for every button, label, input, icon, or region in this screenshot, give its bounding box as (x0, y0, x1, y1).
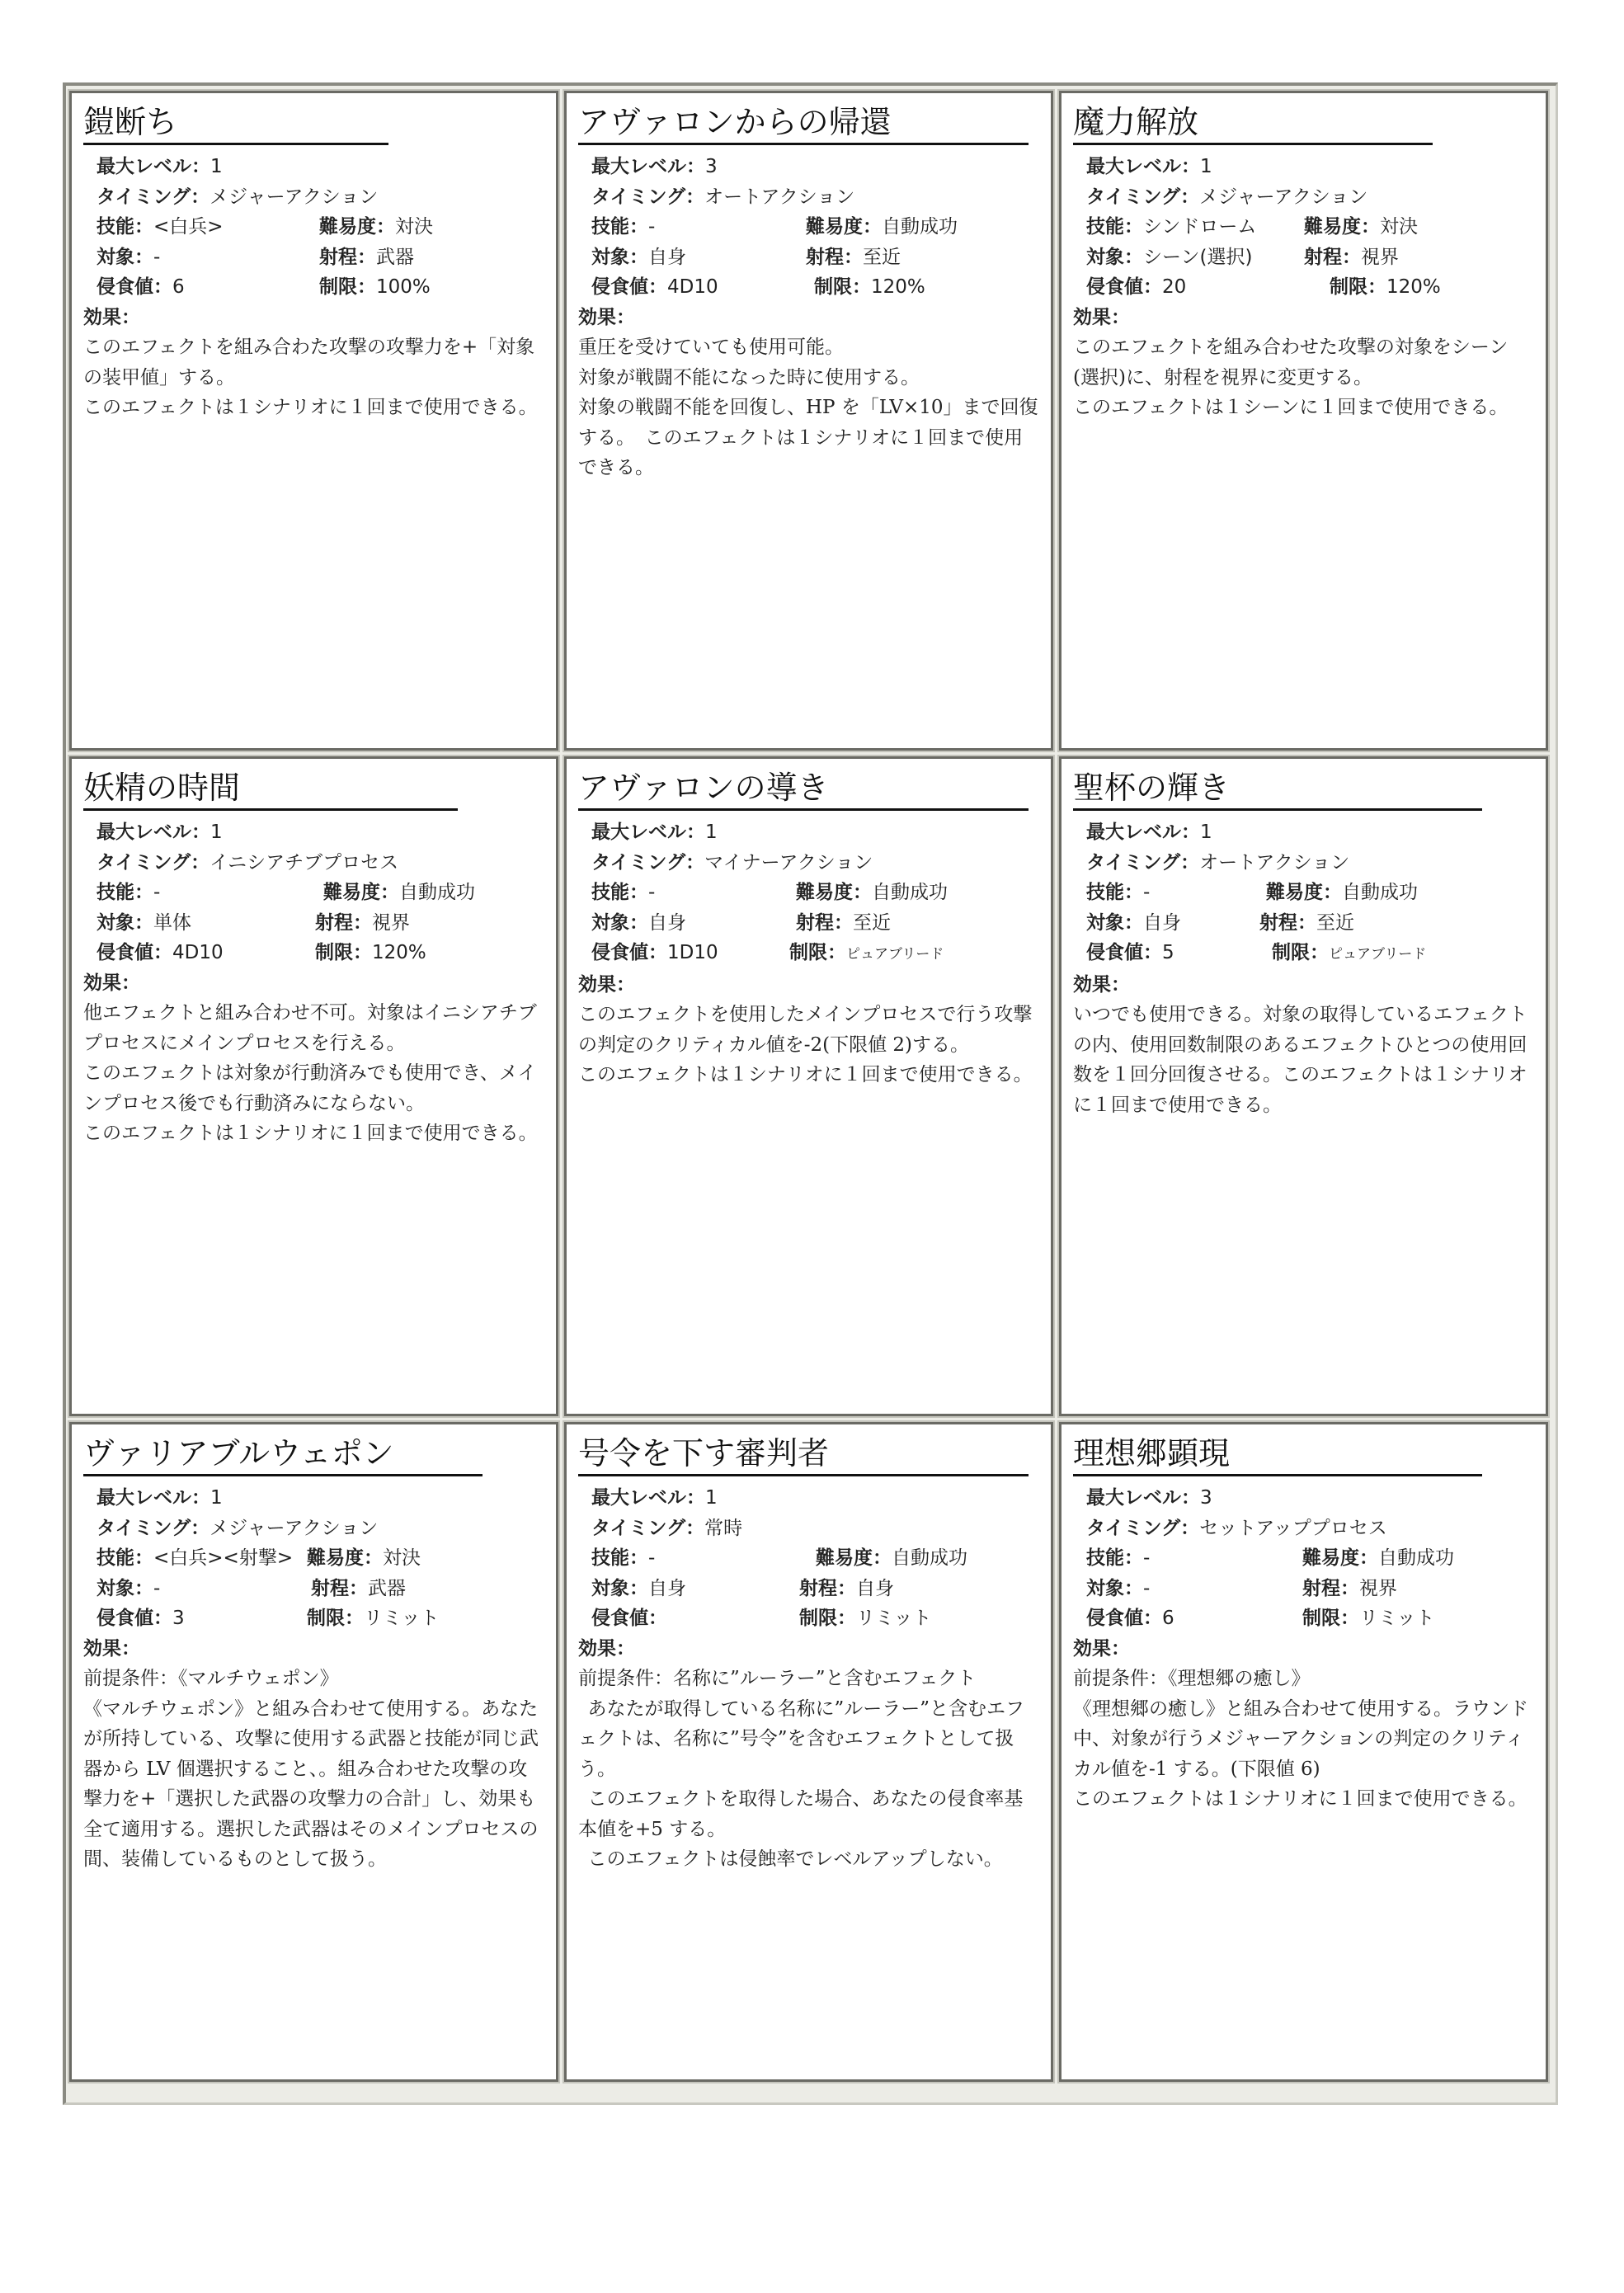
label-limit: 制限： (315, 942, 372, 963)
label-skill: 技能： (96, 1547, 153, 1569)
card-stats (578, 152, 1039, 303)
value-target: 自身 (648, 1577, 686, 1599)
label-target: 対象： (96, 246, 153, 268)
value-skill: <白兵><射撃> (153, 1547, 294, 1569)
label-target: 対象： (591, 911, 648, 934)
label-range: 射程： (796, 911, 853, 934)
effect-text (83, 332, 544, 423)
value-range: 視界 (1361, 246, 1399, 268)
value-difficulty: 自動成功 (882, 216, 958, 238)
label-target: 対象： (96, 1577, 153, 1599)
label-timing: タイミング： (1086, 186, 1200, 208)
value-range: 武器 (376, 246, 414, 268)
label-difficulty: 難易度： (1266, 882, 1342, 903)
value-timing: メジャーアクション (209, 186, 379, 208)
label-target: 対象： (1086, 911, 1143, 934)
label-erosion: 侵食値： (96, 1608, 172, 1629)
label-skill: 技能： (1086, 216, 1143, 238)
label-timing: タイミング： (591, 851, 705, 873)
label-max-level: 最大レベル： (591, 1487, 705, 1509)
label-range: 射程： (806, 246, 863, 268)
value-skill: - (648, 882, 656, 903)
value-skill: シンドローム (1143, 216, 1257, 238)
effect-text (578, 1664, 1039, 1875)
effect-line: 前提条件：《マルチウェポン》 (83, 1668, 339, 1689)
value-limit: ピュアブリード (1329, 946, 1427, 963)
effect-text (83, 1664, 544, 1875)
label-range: 射程： (1302, 1577, 1359, 1599)
card-title: 理想郷顕現 (1073, 1433, 1482, 1476)
label-erosion: 侵食値： (96, 276, 172, 298)
label-effect: 効果： (83, 1637, 140, 1660)
label-effect: 効果： (83, 306, 140, 328)
card-stats (83, 152, 544, 303)
label-skill: 技能： (591, 882, 648, 903)
value-erosion: 20 (1162, 276, 1187, 298)
effect-line: このエフェクトは１シナリオに１回まで使用できる。 (83, 397, 538, 418)
effect-line: このエフェクトは対象が行動済みでも使用でき、メインプロセス後でも行動済みにならない。 (83, 1062, 537, 1114)
label-erosion: 侵食値： (591, 276, 667, 298)
label-erosion: 侵食値： (96, 942, 172, 963)
label-effect: 効果： (83, 972, 140, 994)
effect-line: 対象が戦闘不能になった時に使用する。 (578, 366, 920, 388)
value-difficulty: 自動成功 (399, 882, 475, 903)
card-stats (1073, 152, 1534, 303)
label-erosion: 侵食値： (591, 942, 667, 963)
value-max-level: 1 (705, 822, 718, 843)
effect-line: 前提条件：名称に”ルーラー”と含むエフェクト (578, 1668, 977, 1689)
label-max-level: 最大レベル： (1086, 1487, 1200, 1509)
effect-card (564, 756, 1053, 1416)
value-erosion: 3 (172, 1608, 185, 1629)
effect-line: 《理想郷の癒し》と組み合わせて使用する。ラウンド中、対象が行うメジャーアクションの判定のクリティカル値を-1 する。(下限値 6) (1073, 1697, 1528, 1780)
effect-card (69, 91, 558, 751)
effect-card (564, 1422, 1053, 2082)
label-timing: タイミング： (591, 186, 705, 208)
label-max-level: 最大レベル： (1086, 822, 1200, 843)
value-timing: メジャーアクション (209, 1517, 379, 1539)
effect-line: このエフェクトを組み合わせた攻撃の対象をシーン(選択)に、射程を視界に変更する。 (1073, 337, 1509, 388)
value-range: 至近 (853, 911, 891, 934)
value-target: 単体 (153, 911, 191, 934)
card-title: アヴァロンからの帰還 (578, 101, 1029, 145)
label-limit: 制限： (814, 276, 871, 298)
value-max-level: 1 (210, 156, 223, 177)
effect-line: 前提条件：《理想郷の癒し》 (1073, 1668, 1311, 1689)
value-target: 自身 (648, 911, 686, 934)
label-timing: タイミング： (1086, 1517, 1200, 1539)
effect-text (83, 998, 544, 1149)
value-erosion: 5 (1162, 942, 1174, 963)
label-limit: 制限： (799, 1608, 856, 1629)
value-skill: - (153, 882, 161, 903)
value-difficulty: 自動成功 (872, 882, 948, 903)
value-difficulty: 対決 (383, 1547, 421, 1569)
label-effect: 効果： (578, 973, 635, 996)
effect-card (564, 91, 1053, 751)
value-skill: - (648, 1547, 656, 1569)
label-limit: 制限： (307, 1608, 364, 1629)
value-erosion: 4D10 (667, 276, 718, 298)
label-erosion: 侵食値： (1086, 942, 1162, 963)
label-max-level: 最大レベル： (591, 822, 705, 843)
label-target: 対象： (591, 1577, 648, 1599)
value-difficulty: 自動成功 (1378, 1547, 1454, 1569)
value-timing: マイナーアクション (704, 851, 873, 873)
label-range: 射程： (315, 911, 372, 934)
card-title: アヴァロンの導き (578, 767, 1029, 811)
effect-card (1059, 756, 1548, 1416)
label-max-level: 最大レベル： (591, 156, 705, 177)
effect-text (578, 332, 1039, 483)
value-max-level: 1 (705, 1487, 718, 1509)
card-stats (83, 1483, 544, 1634)
label-max-level: 最大レベル： (1086, 156, 1200, 177)
label-skill: 技能： (591, 1547, 648, 1569)
value-difficulty: 対決 (1380, 216, 1418, 238)
value-skill: - (1143, 882, 1151, 903)
effect-line: このエフェクトは１シーンに１回まで使用できる。 (1073, 397, 1509, 418)
label-timing: タイミング： (591, 1517, 705, 1539)
label-effect: 効果： (1073, 1637, 1130, 1660)
value-target: 自身 (648, 246, 686, 268)
effect-line: このエフェクトは侵蝕率でレベルアップしない。 (587, 1848, 1003, 1870)
value-limit: リミット (856, 1608, 932, 1629)
effect-card (1059, 1422, 1548, 2082)
label-difficulty: 難易度： (323, 882, 399, 903)
card-stats (83, 817, 544, 968)
label-difficulty: 難易度： (1304, 216, 1380, 238)
value-timing: オートアクション (1199, 851, 1350, 873)
value-max-level: 3 (1200, 1487, 1212, 1509)
card-title: 妖精の時間 (83, 767, 458, 811)
value-erosion: 6 (172, 276, 185, 298)
value-limit: ピュアブリード (846, 946, 944, 963)
label-range: 射程： (1259, 911, 1316, 934)
label-max-level: 最大レベル： (96, 1487, 210, 1509)
label-limit: 制限： (1330, 276, 1386, 298)
effect-card (69, 756, 558, 1416)
value-skill: - (648, 216, 656, 238)
label-difficulty: 難易度： (806, 216, 882, 238)
effect-line: 重圧を受けていても使用可能。 (578, 337, 844, 358)
value-range: 至近 (863, 246, 901, 268)
label-limit: 制限： (1272, 942, 1329, 963)
value-limit: 120% (871, 276, 925, 298)
value-target: - (153, 246, 161, 268)
value-timing: セットアッププロセス (1199, 1517, 1387, 1539)
label-erosion: 侵食値： (591, 1608, 667, 1629)
effect-line: このエフェクトを取得した場合、あなたの侵食率基本値を+5 する。 (578, 1788, 1024, 1840)
value-max-level: 1 (1200, 156, 1212, 177)
value-erosion: 4D10 (172, 942, 224, 963)
value-range: 視界 (372, 911, 410, 934)
label-limit: 制限： (789, 942, 846, 963)
value-range: 視界 (1359, 1577, 1397, 1599)
card-stats (578, 1483, 1039, 1634)
card-title: ヴァリアブルウェポン (83, 1433, 482, 1476)
value-limit: リミット (1359, 1608, 1435, 1629)
label-range: 射程： (799, 1577, 856, 1599)
value-timing: 常時 (704, 1517, 743, 1539)
value-erosion: 1D10 (667, 942, 718, 963)
value-difficulty: 自動成功 (1342, 882, 1418, 903)
label-erosion: 侵食値： (1086, 276, 1162, 298)
card-stats (1073, 817, 1534, 970)
label-difficulty: 難易度： (319, 216, 395, 238)
effect-text (1073, 1664, 1534, 1815)
card-sheet (63, 82, 1558, 2105)
label-range: 射程： (1304, 246, 1361, 268)
label-skill: 技能： (96, 216, 153, 238)
effect-line: このエフェクトは１シナリオに１回まで使用できる。 (1073, 1788, 1528, 1810)
effect-line: 他エフェクトと組み合わせ不可。対象はイニシアチブプロセスにメインプロセスを行える。 (83, 1002, 537, 1054)
value-timing: イニシアチブプロセス (209, 851, 399, 873)
card-title: 鎧断ち (83, 101, 388, 145)
value-limit: 120% (372, 942, 426, 963)
label-target: 対象： (1086, 246, 1143, 268)
effect-line: このエフェクトは１シナリオに１回まで使用できる。 (578, 1064, 1033, 1085)
value-max-level: 1 (210, 1487, 223, 1509)
value-max-level: 1 (1200, 822, 1212, 843)
card-title: 聖杯の輝き (1073, 767, 1482, 811)
label-limit: 制限： (319, 276, 376, 298)
label-target: 対象： (96, 911, 153, 934)
value-target: - (1143, 1577, 1151, 1599)
value-skill: - (1143, 1547, 1151, 1569)
effect-line: あなたが取得している名称に”ルーラー”と含むエフェクトは、名称に”号令”を含むエフェクトとして扱う。 (578, 1697, 1025, 1780)
value-difficulty: 対決 (395, 216, 433, 238)
card-title: 魔力解放 (1073, 101, 1433, 145)
label-target: 対象： (591, 246, 648, 268)
label-effect: 効果： (1073, 306, 1130, 328)
label-effect: 効果： (1073, 973, 1130, 996)
label-range: 射程： (319, 246, 376, 268)
value-target: - (153, 1577, 161, 1599)
effect-card (69, 1422, 558, 2082)
label-target: 対象： (1086, 1577, 1143, 1599)
value-limit: 120% (1386, 276, 1441, 298)
card-stats (578, 817, 1039, 970)
value-difficulty: 自動成功 (892, 1547, 967, 1569)
label-difficulty: 難易度： (307, 1547, 383, 1569)
label-range: 射程： (311, 1577, 368, 1599)
value-range: 武器 (368, 1577, 406, 1599)
label-timing: タイミング： (1086, 851, 1200, 873)
effect-line: 《マルチウェポン》と組み合わせて使用する。あなたが所持している、攻撃に使用する武器と技能が同じ武器から LV 個選択すること、。組み合わせた攻撃の攻撃力を+「選択した武器の攻撃力の合計」し、効果も全て適用する。選択した武器はそのメインプロセスの間、装備しているものとして扱う。 (83, 1697, 539, 1870)
label-erosion: 侵食値： (1086, 1608, 1162, 1629)
card-title: 号令を下す審判者 (578, 1433, 1029, 1476)
effect-line: このエフェクトは１シナリオに１回まで使用できる。 (83, 1123, 538, 1144)
label-skill: 技能： (1086, 882, 1143, 903)
effect-line: いつでも使用できる。対象の取得しているエフェクトの内、使用回数制限のあるエフェクトひとつの使用回数を１回分回復させる。このエフェクトは１シナリオに１回まで使用できる。 (1073, 1004, 1528, 1116)
value-target: シーン(選択) (1143, 246, 1253, 268)
value-max-level: 3 (705, 156, 718, 177)
effect-line: このエフェクトを使用したメインプロセスで行う攻撃の判定のクリティカル値を-2(下限値 2)する。 (578, 1004, 1033, 1056)
label-difficulty: 難易度： (796, 882, 872, 903)
label-skill: 技能： (96, 882, 153, 903)
value-max-level: 1 (210, 822, 223, 843)
effect-text (1073, 1000, 1534, 1120)
label-skill: 技能： (1086, 1547, 1143, 1569)
label-max-level: 最大レベル： (96, 822, 210, 843)
effect-card (1059, 91, 1548, 751)
label-effect: 効果： (578, 306, 635, 328)
value-target: 自身 (1143, 911, 1181, 934)
label-max-level: 最大レベル： (96, 156, 210, 177)
label-timing: タイミング： (96, 186, 210, 208)
value-range: 至近 (1316, 911, 1354, 934)
label-skill: 技能： (591, 216, 648, 238)
label-timing: タイミング： (96, 851, 210, 873)
label-effect: 効果： (578, 1637, 635, 1660)
value-erosion: 6 (1162, 1608, 1174, 1629)
value-timing: オートアクション (704, 186, 855, 208)
value-skill: <白兵> (153, 216, 224, 238)
label-difficulty: 難易度： (816, 1547, 892, 1569)
label-difficulty: 難易度： (1302, 1547, 1378, 1569)
label-limit: 制限： (1302, 1608, 1359, 1629)
value-timing: メジャーアクション (1199, 186, 1368, 208)
effect-line: 対象の戦闘不能を回復し、HP を「LV×10」まで回復する。 このエフェクトは１シナリオに１回まで使用できる。 (578, 397, 1038, 478)
value-limit: リミット (364, 1608, 440, 1629)
card-stats (1073, 1483, 1534, 1634)
effect-text (1073, 332, 1534, 423)
effect-text (578, 1000, 1039, 1090)
effect-line: このエフェクトを組み合わた攻撃の攻撃力を+「対象の装甲値」する。 (83, 337, 535, 388)
value-range: 自身 (856, 1577, 894, 1599)
label-timing: タイミング： (96, 1517, 210, 1539)
value-limit: 100% (376, 276, 431, 298)
